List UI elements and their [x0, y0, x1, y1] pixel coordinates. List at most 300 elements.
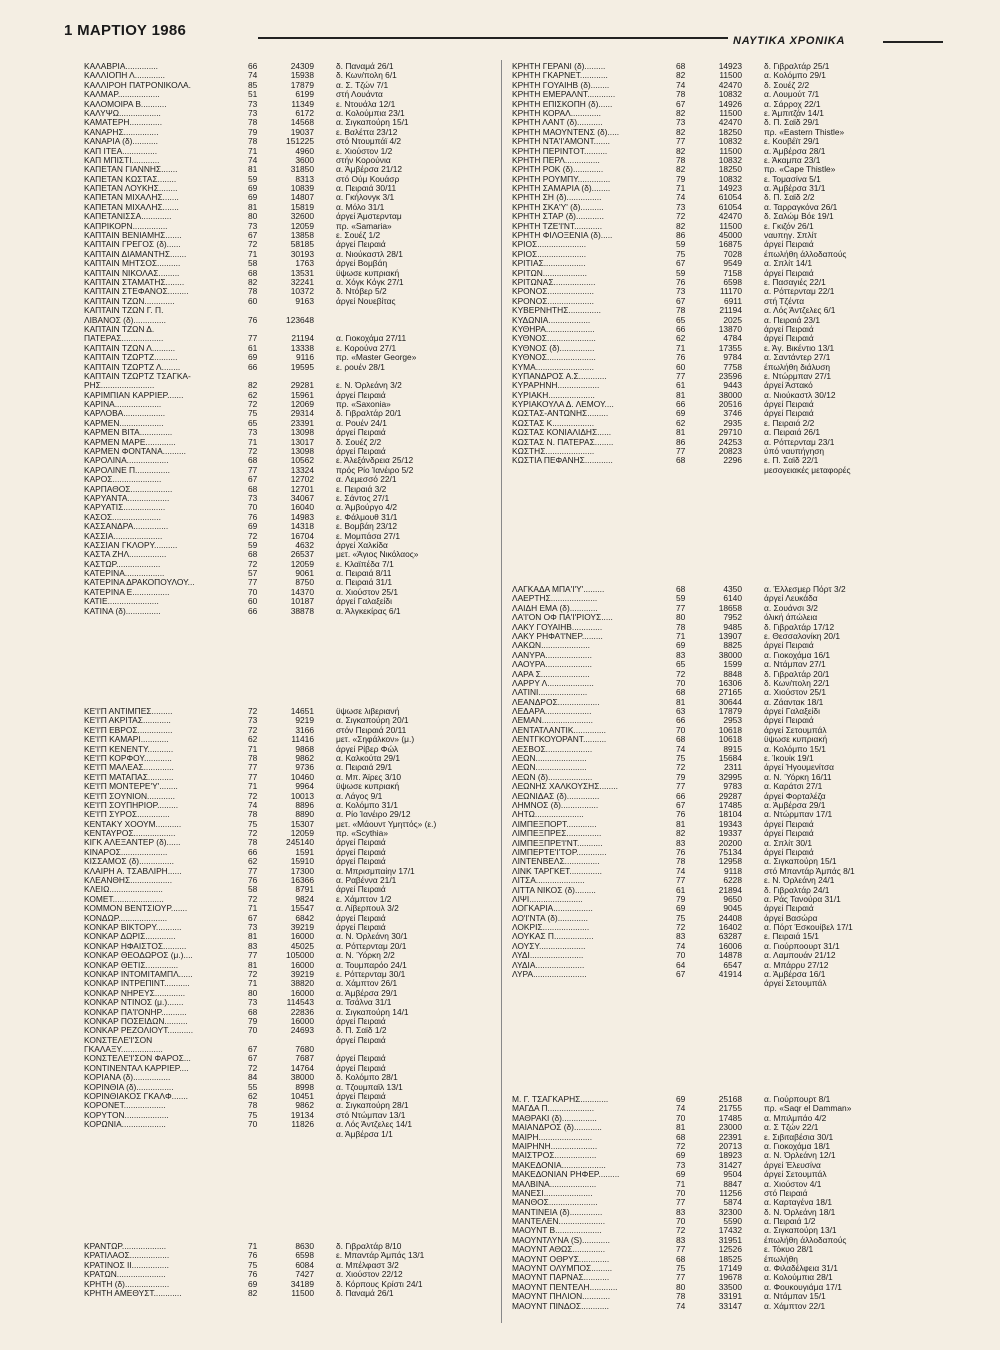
- last-position: ύπό ναυπήγηση: [764, 447, 825, 457]
- tonnage: 11500: [719, 70, 742, 81]
- last-position: ε. Ν. Όρλεάνη 3/2: [336, 381, 402, 391]
- last-position: α. Άμβέρσα 21/12: [336, 165, 403, 175]
- last-position: α. Σάρροχ 22/1: [764, 99, 821, 109]
- tonnage: 4632: [295, 539, 314, 550]
- tonnage: 16000: [290, 1015, 314, 1026]
- vessel-name: ΛΙΝΤΕΝΒΕΛΣ...............: [512, 857, 600, 867]
- build-year: 70: [248, 1119, 258, 1130]
- last-position: α. Άμβέρσα 1/1: [336, 1129, 393, 1139]
- vessel-name: ΚΡΙΤΙΑΣ..................: [512, 259, 586, 269]
- tonnage: 16000: [290, 931, 314, 942]
- last-position: άργεί Βομβάη: [336, 259, 388, 269]
- vessel-name: ΛΙΤΣΑ.....................: [512, 876, 585, 886]
- last-position: α. Ρίο Ίανέιρο 29/12: [336, 810, 411, 820]
- tonnage: 17879: [290, 79, 314, 90]
- vessel-name: ΚΑΠ ΙΤΕΑ...............: [84, 146, 158, 156]
- vessel-name: ΚΑΠΕΤΑΝ ΛΟΥΚΗΣ........: [84, 184, 178, 194]
- build-year: 86: [676, 436, 686, 447]
- last-position: α. Πειραιά 31/1: [336, 578, 393, 588]
- tonnage: 6911: [723, 295, 742, 306]
- tonnage: 13098: [290, 446, 314, 457]
- last-position: έπωλήθη διάλυση: [764, 362, 831, 372]
- build-year: 77: [676, 602, 686, 613]
- last-position: α. Χιούστον 25/1: [336, 587, 399, 597]
- tonnage: 1763: [295, 258, 314, 269]
- build-year: 68: [248, 483, 258, 494]
- last-position: ε. Κουβέϊτ 29/1: [764, 137, 820, 147]
- tonnage: 38000: [718, 649, 742, 660]
- build-year: 78: [676, 621, 686, 632]
- build-year: 68: [676, 61, 686, 71]
- last-position: α. Ν. Ύόρκη 2/2: [336, 951, 395, 961]
- build-year: 73: [676, 201, 686, 212]
- last-position: στή Λουάντα: [336, 90, 383, 100]
- last-position: α. Πειραιά 1/2: [764, 1217, 816, 1227]
- build-year: 83: [676, 1234, 686, 1245]
- build-year: 57: [248, 568, 258, 579]
- tonnage: 21755: [718, 1103, 742, 1114]
- vessel-name: ΚΕ'Ι'Π ΣΥΡΟΣ..............: [84, 810, 170, 820]
- last-position: ε. Σιβιταβέσια 30/1: [764, 1132, 834, 1142]
- build-year: 67: [248, 912, 258, 923]
- last-position: α. Σπλίτ 14/1: [764, 259, 813, 269]
- build-year: 68: [676, 1253, 686, 1264]
- last-position: άργεί Πειραιά: [764, 641, 814, 651]
- build-year: 68: [248, 267, 258, 278]
- build-year: 72: [248, 239, 258, 250]
- build-year: 71: [676, 1178, 686, 1189]
- tonnage: 16306: [718, 677, 742, 688]
- tonnage: 9824: [295, 893, 314, 904]
- vessel-name: ΚΥΡΙΑΚΟΥΛΑ Δ. ΛΕΜΟΥ....: [512, 400, 614, 410]
- build-year: 78: [248, 117, 258, 128]
- build-year: 75: [248, 1259, 258, 1270]
- build-year: 82: [248, 1287, 258, 1298]
- vessel-name: ΜΑΙΑΝΔΡΟΣ (δ)............: [512, 1123, 602, 1133]
- vessel-name: ΜΑΝΤΙΝΕΙΑ (δ)..............: [512, 1207, 603, 1217]
- tonnage: 12701: [290, 483, 314, 494]
- tonnage: 18658: [718, 602, 742, 613]
- vessel-name: ΚΑΡΟΛΙΝΕ Π...............: [84, 465, 170, 475]
- last-position: α. Σιγκαπούρη 20/1: [336, 716, 409, 726]
- build-year: 75: [676, 753, 686, 764]
- build-year: 79: [676, 173, 686, 184]
- build-year: 67: [248, 1044, 258, 1055]
- build-year: 59: [248, 173, 258, 184]
- build-year: 74: [676, 865, 686, 876]
- tonnage: 8750: [295, 577, 314, 588]
- last-position: α. Σιγκαπούρη 13/1: [764, 1226, 837, 1236]
- vessel-name: ΚΑΠΤΑΙΝ ΝΙΚΟΛΑΣ.........: [84, 268, 180, 278]
- tonnage: 16000: [290, 959, 314, 970]
- vessel-name: ΚΕ'Ι'Π ΜΑΛΕΑΣ.............: [84, 763, 174, 773]
- build-year: 76: [676, 352, 686, 363]
- tonnage: 105000: [286, 950, 314, 961]
- build-year: 74: [676, 1103, 686, 1114]
- last-position: α. Σ. Τζών 7/1: [336, 80, 389, 90]
- last-position: α. Μπρισμπαίην 17/1: [336, 866, 415, 876]
- tonnage: 19343: [718, 818, 742, 829]
- last-position: άργεί Πειραιά: [336, 390, 386, 400]
- last-position: δ. Παναμά 26/1: [336, 1288, 394, 1298]
- last-position: ε. Πειραιά 3/2: [336, 484, 387, 494]
- last-position: άργεί Πειραιά: [764, 240, 814, 250]
- tonnage: 14878: [718, 950, 742, 961]
- tonnage: 45000: [718, 230, 742, 241]
- vessel-name: ΚΑΤΕΡΙΝΑ.................: [84, 569, 165, 579]
- tonnage: 4784: [723, 333, 742, 344]
- tonnage: 42470: [718, 117, 742, 128]
- tonnage: 20713: [718, 1140, 742, 1151]
- build-year: 73: [248, 427, 258, 438]
- last-position: α. Ντάμπαν 27/1: [764, 660, 826, 670]
- build-year: 72: [248, 790, 258, 801]
- vessel-name: ΚΡΗΤΗ ΓΚΑΡΝΕΤ............: [512, 71, 608, 81]
- vessel-name: ΜΑΟΥΝΤΛΥΝΑ (S)............: [512, 1235, 610, 1245]
- last-position: ε. Σάντος 27/1: [336, 493, 390, 503]
- last-position: α. Ταρραγκόνα 26/1: [764, 202, 838, 212]
- tonnage: 13098: [290, 427, 314, 438]
- last-position: ε. Πειραιά 2/2: [764, 418, 815, 428]
- vessel-name: ΜΑΝΤΕΛΕΝ....................: [512, 1217, 606, 1227]
- last-position: α. Ν. Όρλεάνη 30/1: [336, 932, 408, 942]
- build-year: 72: [248, 1062, 258, 1073]
- tonnage: 33147: [718, 1300, 742, 1311]
- build-year: 71: [248, 1241, 258, 1251]
- build-year: 72: [248, 968, 258, 979]
- last-position: α. Χιούστον 25/1: [764, 688, 827, 698]
- vessel-name: ΚΑΛΜΑΡ..................: [84, 90, 160, 100]
- tonnage: 18250: [718, 164, 742, 175]
- tonnage: 9650: [723, 893, 742, 904]
- vessel-name: ΚΑΡΟΣ.....................: [84, 475, 162, 485]
- tonnage: 38000: [290, 1072, 314, 1083]
- build-year: 78: [676, 1291, 686, 1302]
- tonnage: 17485: [718, 799, 742, 810]
- vessel-name: ΚΑΠΕΤΑΝΙΣΣΑ.............: [84, 212, 172, 222]
- tonnage: 34189: [290, 1278, 314, 1289]
- tonnage: 16000: [290, 987, 314, 998]
- tonnage: 13870: [718, 323, 742, 334]
- build-year: 76: [248, 314, 258, 325]
- tonnage: 6598: [723, 276, 742, 287]
- vessel-name: ΚΟΝΚΑΡ ΙΝΤΡΕΠΙΝΤ...........: [84, 979, 190, 989]
- vessel-name: ΚΡΙΤΩΝ...................: [512, 268, 587, 278]
- tonnage: 31427: [718, 1159, 742, 1170]
- build-year: 74: [248, 70, 258, 81]
- build-year: 76: [676, 809, 686, 820]
- last-position: α. Καλκούτα 29/1: [336, 753, 400, 763]
- tonnage: 39219: [290, 921, 314, 932]
- last-position: άργεί Πειραιά: [336, 913, 386, 923]
- last-position: άργεί Πειραιά: [764, 904, 814, 914]
- tonnage: 19595: [290, 361, 314, 372]
- tonnage: 75134: [718, 846, 742, 857]
- last-position: α. Ρόττερνταμ 23/1: [764, 437, 835, 447]
- vessel-name: ΚΟΝΚΑΡ ΗΦΑΙΣΤΟΣ..........: [84, 941, 187, 951]
- build-year: 62: [248, 734, 258, 745]
- tonnage: 10839: [290, 183, 314, 194]
- last-position: ε. Μομπάσα 27/1: [336, 531, 400, 541]
- last-position: άργεί Ρίβερ Φώλ: [336, 744, 399, 754]
- vessel-name: ΚΑΡΠΑΘΟΣ..................: [84, 484, 173, 494]
- vessel-name: ΜΑΛΒΙΝΑ....................: [512, 1179, 597, 1189]
- build-year: 68: [676, 455, 686, 466]
- tonnage: 11349: [291, 98, 314, 109]
- tonnage: 33191: [718, 1291, 742, 1302]
- tonnage: 12526: [718, 1244, 742, 1255]
- tonnage: 2311: [723, 762, 742, 773]
- tonnage: 8825: [723, 640, 742, 651]
- build-year: 66: [248, 61, 258, 71]
- tonnage: 9045: [723, 903, 742, 914]
- last-position: α. Κολούμπια 28/1: [764, 1273, 833, 1283]
- tonnage: 17879: [718, 706, 742, 717]
- vessel-name: ΚΟΝΣΤΕΛΕ'Ι'ΣΟΝ: [84, 1035, 153, 1045]
- vessel-name: ΛΙΜΠΕΞΠΟΡΤ.............: [512, 819, 597, 829]
- build-year: 75: [676, 912, 686, 923]
- build-year: 81: [248, 201, 258, 212]
- vessel-name: ΜΑΝΕΣΙ.....................: [512, 1188, 593, 1198]
- build-year: 82: [248, 276, 258, 287]
- tonnage: 10187: [290, 596, 314, 607]
- tonnage: 114543: [286, 997, 314, 1008]
- build-year: 66: [676, 323, 686, 334]
- build-year: 76: [676, 846, 686, 857]
- tonnage: 31850: [290, 164, 314, 175]
- build-year: 58: [248, 258, 258, 269]
- last-position: δ. Ν. Όρλεάνη 18/1: [764, 1207, 836, 1217]
- vessel-name: ΚΡΗΤΗ ΜΑΟΥΝΤΕΝΣ (δ).....: [512, 127, 620, 137]
- vessel-name: ΛΑΚΥ ΓΟΥΑΙΗΒ.............: [512, 622, 603, 632]
- build-year: 69: [676, 408, 686, 419]
- tonnage: 39219: [290, 968, 314, 979]
- tonnage: 22836: [290, 1006, 314, 1017]
- last-position: άργεί Σετουμπάλ: [764, 979, 827, 989]
- build-year: 74: [248, 799, 258, 810]
- vessel-name: ΛΟ'Ι'ΝΤΑ (δ).............: [512, 913, 588, 923]
- last-position: ε. Χάμπτον 1/2: [336, 894, 392, 904]
- vessel-name: ΚΑΡΜΕΝ...................: [84, 418, 164, 428]
- last-position: άργεί Πειραιά: [764, 847, 814, 857]
- build-year: 60: [248, 596, 258, 607]
- last-position: α. Γιούρπουρτ 8/1: [764, 1095, 831, 1104]
- vessel-name: ΚΑΠΤΑΙΝ ΔΙΑΜΑΝΤΗΣ.......: [84, 249, 187, 259]
- build-year: 70: [676, 677, 686, 688]
- vessel-name: ΛΙΒΑΝΟΣ (δ)..............: [84, 315, 166, 325]
- tonnage: 10460: [290, 771, 314, 782]
- build-year: 72: [248, 399, 258, 410]
- build-year: 77: [676, 446, 686, 457]
- vessel-name: ΛΑΝΥΡΑ....................: [512, 650, 592, 660]
- vessel-name: ΚΑΡΜΕΝ ΒΙΤΑ..............: [84, 428, 173, 438]
- last-position: δ. Γιβραλτάρ 20/1: [336, 409, 402, 419]
- vessel-name: ΚΕ'Ι'Π ΚΕΝΕΝΤΥ...........: [84, 744, 174, 754]
- build-year: 75: [248, 408, 258, 419]
- tonnage: 19337: [718, 828, 742, 839]
- tonnage: 14370: [290, 586, 314, 597]
- tonnage: 6842: [295, 912, 314, 923]
- build-year: 81: [248, 931, 258, 942]
- tonnage: 14983: [290, 511, 314, 522]
- last-position: στήν Κορούνια: [336, 155, 391, 165]
- build-year: 69: [248, 1278, 258, 1289]
- vessel-name: ΛΕΩΝ (δ)...................: [512, 772, 593, 782]
- tonnage: 11500: [291, 1287, 314, 1298]
- last-position: ναυπηγ. Σπλίτ: [764, 231, 817, 241]
- vessel-name: ΚΕ'Ι'Π ΕΒΡΟΣ...............: [84, 725, 173, 735]
- last-position: α. Λαμπουάν 21/12: [764, 951, 836, 961]
- last-position: α. Σουάνσι 3/2: [764, 603, 818, 613]
- last-position: α. Ραβέννα 21/1: [336, 876, 397, 886]
- build-year: 65: [248, 417, 258, 428]
- vessel-name: ΚΡΗΤΗ ΤΖΕ'Ι'ΝΤ............: [512, 221, 603, 231]
- vessel-name: ΛΕΝΤΓΚΟΥΟΡΑΝΤ..........: [512, 735, 607, 745]
- vessel-name: ΚΑΠΕΤΑΝ ΚΩΣΤΑΣ........: [84, 174, 177, 184]
- tonnage: 13017: [290, 436, 314, 447]
- tonnage: 151225: [286, 136, 314, 147]
- last-position: α. Πειραιά 23/1: [764, 315, 821, 325]
- header-rule-right: [883, 41, 943, 43]
- build-year: 78: [676, 154, 686, 165]
- build-year: 58: [248, 884, 258, 895]
- last-position: δ. Π. Σαϊδ 29/1: [764, 118, 820, 128]
- last-position: ε. Πασαγιές 22/1: [764, 277, 826, 287]
- build-year: 51: [248, 89, 258, 100]
- last-position: δ. Γιβραλτάρ 20/1: [764, 669, 830, 679]
- last-position: α. Χάμπτον 22/1: [764, 1301, 826, 1311]
- last-position: α. Λάγος 9/1: [336, 791, 383, 801]
- publication-title: ΝΑΥΤΙΚΑ ΧΡΟΝΙΚΑ: [733, 35, 846, 47]
- last-position: α. Σιγκαπούρη 28/1: [336, 1101, 409, 1111]
- vessel-name: ΚΩΣΤΑΣ-ΑΝΤΩΝΗΣ.........: [512, 409, 609, 419]
- vessel-name: ΛΑΓΚΑΔΑ ΜΠΑ'Ι'Υ'.........: [512, 585, 605, 594]
- vessel-name: ΚΟΜΕΤ......................: [84, 894, 164, 904]
- vessel-name: ΛΕΝΤΑΤΛΑΝΤΙΚ..............: [512, 725, 607, 735]
- vessel-name: ΜΑΟΥΝΤ ΑΘΩΣ..............: [512, 1245, 606, 1255]
- tonnage: 9061: [295, 568, 314, 579]
- vessel-name: ΚΥΒΕΡΝΗΤΗΣ..............: [512, 306, 601, 316]
- last-position: άργεί Λευκάδα: [764, 594, 818, 604]
- last-position: α. Άμβέρσα 31/1: [764, 184, 826, 194]
- last-position: α. Ρουέν 24/1: [336, 418, 387, 428]
- last-position: άργεί Νουεβίτας: [336, 296, 396, 306]
- vessel-name: ΚΑΠΤΑΙΝ ΤΖΩΝ Γ. Π.: [84, 306, 164, 316]
- build-year: 74: [676, 743, 686, 754]
- vessel-name: ΜΑΝΘΟΣ.....................: [512, 1198, 598, 1208]
- build-year: 83: [676, 837, 686, 848]
- tonnage: 8915: [723, 743, 742, 754]
- last-position: α. Σιγκαπούρη 15/1: [764, 857, 837, 867]
- tonnage: 7758: [723, 361, 742, 372]
- vessel-name: ΚΟΝΚΑΡ ΠΑ'Ι'ΟΝΗΡ...........: [84, 1007, 187, 1017]
- build-year: 74: [676, 192, 686, 203]
- vessel-name: ΚΡΗΤΗ ΓΕΡΑΝΙ (δ).........: [512, 62, 606, 71]
- last-position: ε. ρουέν 28/1: [336, 362, 385, 372]
- tonnage: 15307: [290, 818, 314, 829]
- tonnage: 3746: [723, 408, 742, 419]
- build-year: 66: [248, 846, 258, 857]
- last-position: ε. Π. Σαϊδ 22/1: [764, 456, 819, 466]
- vessel-name: ΚΟΝΤΙΝΕΝΤΑΛ ΚΑΡΡΙΕΡ....: [84, 1063, 189, 1073]
- build-year: 72: [248, 530, 258, 541]
- vessel-name: ΛΑΟΥΡΑ....................: [512, 660, 592, 670]
- vessel-name: ΚΡΗΤΗ ΝΤΑ'Ι'ΑΜΟΝΤ.......: [512, 137, 610, 147]
- vessel-name: ΚΛΑΙΡΗ Α. ΤΣΑΒΛΙΡΗ......: [84, 866, 182, 876]
- last-position: άργεί Πειραιά: [336, 428, 386, 438]
- tonnage: 23596: [718, 370, 742, 381]
- header-rule-left: [258, 37, 728, 39]
- last-position: άργεί Ήγουμενίτσα: [764, 763, 834, 773]
- last-position: α. Πειραιά 29/1: [336, 763, 393, 773]
- vessel-name: ΚΑΠΤΑΙΝ ΒΕΝΙΑΜΗΣ.......: [84, 231, 182, 241]
- vessel-name: ΚΩΣΤΑΣ Κ..................: [512, 418, 595, 428]
- build-year: 72: [676, 762, 686, 773]
- build-year: 77: [676, 1197, 686, 1208]
- tonnage: 2935: [723, 417, 742, 428]
- last-position: ε. Ίκουίκ 19/1: [764, 754, 814, 764]
- last-position: α. Άλγκεκίρας 6/1: [336, 606, 401, 616]
- tonnage: 2025: [723, 314, 742, 325]
- vessel-name: ΚΑΠΤΑΙΝ ΜΗΤΣΟΣ..........: [84, 259, 181, 269]
- vessel-name: ΚΕ'Ι'Π ΚΑΜΑΡΙ............: [84, 735, 169, 745]
- tonnage: 17300: [290, 865, 314, 876]
- vessel-name: ΚΕΝΤΑΚΥ ΧΟΟΥΜ...........: [84, 819, 182, 829]
- build-year: 81: [676, 1122, 686, 1133]
- tonnage: 18923: [718, 1150, 742, 1161]
- tonnage: 14651: [290, 706, 314, 716]
- build-year: 77: [676, 781, 686, 792]
- vessel-name: ΚΑΠΤΑΙΝ ΤΖΩΡΤΖ ΤΣΑΓΚΑ-: [84, 371, 191, 381]
- tonnage: 8896: [295, 799, 314, 810]
- build-year: 74: [676, 1300, 686, 1311]
- vessel-name: ΜΑΙΣΤΡΟΣ..................: [512, 1151, 597, 1161]
- last-position: άργεί Πειραιά: [764, 716, 814, 726]
- build-year: 71: [248, 978, 258, 989]
- build-year: 78: [248, 286, 258, 297]
- build-year: 69: [676, 903, 686, 914]
- vessel-name: ΛΙΤΤΑ ΝΙΚΟΣ (δ).........: [512, 885, 596, 895]
- vessel-name: ΚΑΜΑΤΕΡΗ..............: [84, 118, 163, 128]
- last-position: στόν Πειραιά 20/11: [336, 725, 407, 735]
- last-position: α. Ντώρμπαν 17/1: [764, 810, 833, 820]
- last-position: μεσογειακές μεταφορές: [764, 465, 851, 475]
- vessel-name: ΚΑΠΤΑΙΝ ΤΖΩΝ.............: [84, 296, 175, 306]
- last-position: ε. Ντουάλα 12/1: [336, 99, 396, 109]
- tonnage: 11826: [291, 1119, 314, 1130]
- build-year: 70: [676, 1187, 686, 1198]
- tonnage: 24693: [290, 1025, 314, 1036]
- build-year: 66: [676, 715, 686, 726]
- last-position: α. Λεμεσσό 22/1: [336, 475, 397, 485]
- last-position: δ. Γιβραλτάρ 17/12: [764, 622, 835, 632]
- build-year: 65: [676, 659, 686, 670]
- build-year: 66: [676, 399, 686, 410]
- build-year: 81: [248, 959, 258, 970]
- vessel-name: ΜΑΟΥΝΤ ΠΗΛΙΟΝ............: [512, 1292, 611, 1302]
- last-position: άργεί Πειραιά: [336, 1063, 386, 1073]
- last-position: δ. Σουέζ 2/2: [764, 80, 810, 90]
- build-year: 61: [676, 380, 686, 391]
- build-year: 74: [676, 79, 686, 90]
- vessel-name: ΚΑΛΛΙΟΠΗ Λ.............: [84, 71, 166, 81]
- tonnage: 6598: [295, 1250, 314, 1261]
- build-year: 62: [248, 1091, 258, 1102]
- build-year: 78: [248, 1100, 258, 1111]
- last-position: πρός Ρίο Ίανέιρο 5/2: [336, 465, 414, 475]
- build-year: 77: [248, 762, 258, 773]
- tonnage: 14923: [718, 183, 742, 194]
